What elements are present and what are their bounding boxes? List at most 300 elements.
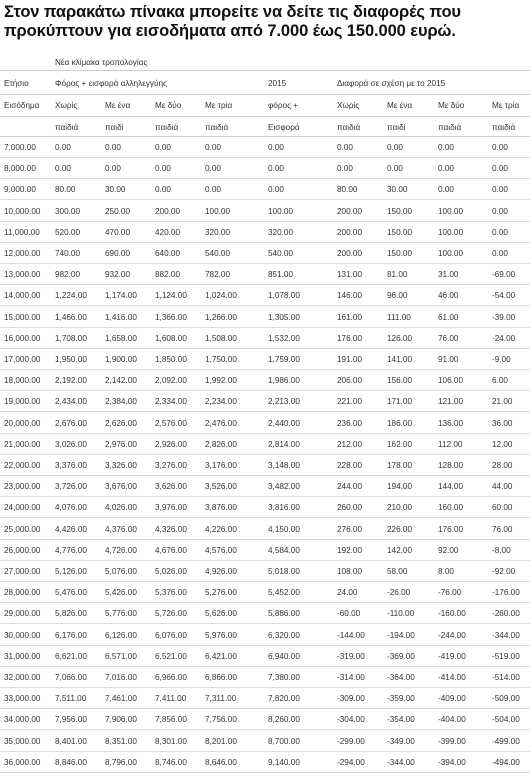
value-cell: -504.00 xyxy=(492,715,520,724)
income-cell: 8,000.00 xyxy=(4,164,36,173)
row-divider xyxy=(0,708,530,709)
value-cell: 2,676.00 xyxy=(55,419,87,428)
value-cell: 1,950.00 xyxy=(55,355,87,364)
value-cell: -309.00 xyxy=(337,694,365,703)
value-cell: 192.00 xyxy=(337,546,363,555)
value-cell: 1,532.00 xyxy=(268,334,300,343)
value-cell: 0.00 xyxy=(492,185,508,194)
value-cell: 2,476.00 xyxy=(205,419,237,428)
value-cell: 5,726.00 xyxy=(155,609,187,618)
value-cell: 0.00 xyxy=(492,249,508,258)
value-cell: 160.00 xyxy=(438,503,464,512)
value-cell: 3,526.00 xyxy=(205,482,237,491)
value-cell: 6,571.00 xyxy=(105,652,137,661)
value-cell: -260.00 xyxy=(492,609,520,618)
income-cell: 23,000.00 xyxy=(4,482,41,491)
column-header: Χωρίς xyxy=(55,101,78,110)
row-divider xyxy=(0,560,530,561)
value-cell: 690.00 xyxy=(105,249,131,258)
value-cell: 3,276.00 xyxy=(155,461,187,470)
value-cell: 0.00 xyxy=(387,143,403,152)
column-header: παιδιά xyxy=(492,123,516,132)
value-cell: 131.00 xyxy=(337,270,363,279)
value-cell: 0.00 xyxy=(438,185,454,194)
value-cell: -76.00 xyxy=(438,588,462,597)
value-cell: 191.00 xyxy=(337,355,363,364)
value-cell: 212.00 xyxy=(337,440,363,449)
row-divider xyxy=(0,623,530,624)
row-divider xyxy=(0,136,530,137)
value-cell: 640.00 xyxy=(155,249,181,258)
value-cell: 1,608.00 xyxy=(155,334,187,343)
column-header: παιδιά xyxy=(337,123,361,132)
value-cell: 3,626.00 xyxy=(155,482,187,491)
value-cell: 200.00 xyxy=(337,228,363,237)
value-cell: 0.00 xyxy=(155,143,171,152)
value-cell: 200.00 xyxy=(337,207,363,216)
value-cell: 200.00 xyxy=(155,207,181,216)
value-cell: 6,521.00 xyxy=(155,652,187,661)
value-cell: 932.00 xyxy=(105,270,131,279)
value-cell: 250.00 xyxy=(105,207,131,216)
value-cell: -294.00 xyxy=(337,758,365,767)
value-cell: 30.00 xyxy=(387,185,408,194)
value-cell: 320.00 xyxy=(268,228,294,237)
value-cell: 8,260.00 xyxy=(268,715,300,724)
income-cell: 33,000.00 xyxy=(4,694,41,703)
value-cell: 221.00 xyxy=(337,397,363,406)
value-cell: 1,708.00 xyxy=(55,334,87,343)
value-cell: 7,511.00 xyxy=(55,694,87,703)
value-cell: 7,956.00 xyxy=(55,715,87,724)
value-cell: -26.00 xyxy=(387,588,411,597)
row-divider xyxy=(0,539,530,540)
value-cell: 3,676.00 xyxy=(105,482,137,491)
value-cell: -92.00 xyxy=(492,567,516,576)
value-cell: 0.00 xyxy=(268,143,284,152)
value-cell: 1,750.00 xyxy=(205,355,237,364)
value-cell: 24.00 xyxy=(337,588,358,597)
value-cell: 882.00 xyxy=(155,270,181,279)
value-cell: 5,452.00 xyxy=(268,588,300,597)
value-cell: 126.00 xyxy=(387,334,413,343)
income-cell: 27,000.00 xyxy=(4,567,41,576)
value-cell: 5,826.00 xyxy=(55,609,87,618)
income-cell: 36,000.00 xyxy=(4,758,41,767)
value-cell: 2,092.00 xyxy=(155,376,187,385)
value-cell: 5,776.00 xyxy=(105,609,137,618)
value-cell: 176.00 xyxy=(438,525,464,534)
value-cell: 2,142.00 xyxy=(105,376,137,385)
value-cell: -404.00 xyxy=(438,715,466,724)
value-cell: 8.00 xyxy=(438,567,454,576)
value-cell: 1,366.00 xyxy=(155,313,187,322)
value-cell: 0.00 xyxy=(268,185,284,194)
value-cell: 150.00 xyxy=(387,249,413,258)
value-cell: 276.00 xyxy=(337,525,363,534)
value-cell: -8.00 xyxy=(492,546,511,555)
value-cell: 0.00 xyxy=(155,185,171,194)
value-cell: 8,796.00 xyxy=(105,758,137,767)
value-cell: 2,334.00 xyxy=(155,397,187,406)
value-cell: 2,926.00 xyxy=(155,440,187,449)
value-cell: 7,066.00 xyxy=(55,673,87,682)
income-cell: 7,000.00 xyxy=(4,143,36,152)
value-cell: 5,426.00 xyxy=(105,588,137,597)
value-cell: 144.00 xyxy=(438,482,464,491)
row-divider xyxy=(0,157,530,158)
row-divider xyxy=(0,284,530,285)
value-cell: 171.00 xyxy=(387,397,413,406)
value-cell: 100.00 xyxy=(438,228,464,237)
value-cell: 0.00 xyxy=(205,185,221,194)
value-cell: 0.00 xyxy=(387,164,403,173)
value-cell: 2,576.00 xyxy=(155,419,187,428)
row-divider xyxy=(0,517,530,518)
row-divider xyxy=(0,94,530,95)
value-cell: 540.00 xyxy=(205,249,231,258)
income-cell: 29,000.00 xyxy=(4,609,41,618)
value-cell: -494.00 xyxy=(492,758,520,767)
value-cell: 61.00 xyxy=(438,313,459,322)
value-cell: 3,876.00 xyxy=(205,503,237,512)
value-cell: 1,124.00 xyxy=(155,291,187,300)
value-cell: 142.00 xyxy=(387,546,413,555)
income-cell: 17,000.00 xyxy=(4,355,41,364)
value-cell: 0.00 xyxy=(105,143,121,152)
value-cell: 162.00 xyxy=(387,440,413,449)
value-cell: 3,026.00 xyxy=(55,440,87,449)
income-cell: 32,000.00 xyxy=(4,673,41,682)
column-header: Με τρία xyxy=(492,101,520,110)
value-cell: -394.00 xyxy=(438,758,466,767)
value-cell: -409.00 xyxy=(438,694,466,703)
column-header: φόρος + xyxy=(268,101,299,110)
value-cell: 178.00 xyxy=(387,461,413,470)
value-cell: 7,411.00 xyxy=(155,694,187,703)
column-header: Εισφορά xyxy=(268,123,300,132)
value-cell: -509.00 xyxy=(492,694,520,703)
row-divider xyxy=(0,602,530,603)
value-cell: -319.00 xyxy=(337,652,365,661)
value-cell: 5,018.00 xyxy=(268,567,300,576)
value-cell: -414.00 xyxy=(438,673,466,682)
value-cell: 5,976.00 xyxy=(205,631,237,640)
value-cell: -399.00 xyxy=(438,737,466,746)
value-cell: 6.00 xyxy=(492,376,508,385)
value-cell: 1,850.00 xyxy=(155,355,187,364)
row-divider xyxy=(0,70,530,71)
value-cell: 2,434.00 xyxy=(55,397,87,406)
value-cell: 150.00 xyxy=(387,207,413,216)
value-cell: 4,926.00 xyxy=(205,567,237,576)
value-cell: 6,940.00 xyxy=(268,652,300,661)
value-cell: 28.00 xyxy=(492,461,513,470)
value-cell: -176.00 xyxy=(492,588,520,597)
value-cell: 6,621.00 xyxy=(55,652,87,661)
income-cell: 20,000.00 xyxy=(4,419,41,428)
value-cell: 0.00 xyxy=(205,164,221,173)
column-header: παιδί xyxy=(105,123,124,132)
row-divider xyxy=(0,666,530,667)
value-cell: 4,150.00 xyxy=(268,525,300,534)
column-header: 2015 xyxy=(268,79,287,88)
value-cell: 6,866.00 xyxy=(205,673,237,682)
value-cell: 0.00 xyxy=(337,143,353,152)
income-cell: 35,000.00 xyxy=(4,737,41,746)
value-cell: 782.00 xyxy=(205,270,231,279)
value-cell: -519.00 xyxy=(492,652,520,661)
column-header: Με ένα xyxy=(105,101,131,110)
value-cell: 740.00 xyxy=(55,249,81,258)
value-cell: 1,078.00 xyxy=(268,291,300,300)
income-cell: 30,000.00 xyxy=(4,631,41,640)
value-cell: 5,626.00 xyxy=(205,609,237,618)
value-cell: 7,380.00 xyxy=(268,673,300,682)
value-cell: 150.00 xyxy=(387,228,413,237)
value-cell: 156.00 xyxy=(387,376,413,385)
value-cell: 7,461.00 xyxy=(105,694,137,703)
value-cell: 2,213.00 xyxy=(268,397,300,406)
value-cell: 186.00 xyxy=(387,419,413,428)
income-cell: 21,000.00 xyxy=(4,440,41,449)
column-header: Με δύο xyxy=(438,101,465,110)
value-cell: 4,776.00 xyxy=(55,546,87,555)
value-cell: -110.00 xyxy=(387,609,415,618)
value-cell: 80.00 xyxy=(337,185,358,194)
value-cell: 128.00 xyxy=(438,461,464,470)
income-cell: 13,000.00 xyxy=(4,270,41,279)
value-cell: 1,986.00 xyxy=(268,376,300,385)
value-cell: 1,416.00 xyxy=(105,313,137,322)
value-cell: 194.00 xyxy=(387,482,413,491)
value-cell: 210.00 xyxy=(387,503,413,512)
value-cell: 1,508.00 xyxy=(205,334,237,343)
value-cell: 4,376.00 xyxy=(105,525,137,534)
value-cell: 226.00 xyxy=(387,525,413,534)
value-cell: 92.00 xyxy=(438,546,459,555)
value-cell: 8,301.00 xyxy=(155,737,187,746)
value-cell: 982.00 xyxy=(55,270,81,279)
value-cell: 4,584.00 xyxy=(268,546,300,555)
value-cell: 141.00 xyxy=(387,355,413,364)
value-cell: 3,816.00 xyxy=(268,503,300,512)
value-cell: 106.00 xyxy=(438,376,464,385)
column-header: Με ένα xyxy=(387,101,413,110)
value-cell: 0.00 xyxy=(105,164,121,173)
row-divider xyxy=(0,348,530,349)
value-cell: 470.00 xyxy=(105,228,131,237)
column-header: Χωρίς xyxy=(337,101,360,110)
value-cell: 2,234.00 xyxy=(205,397,237,406)
value-cell: 7,756.00 xyxy=(205,715,237,724)
value-cell: 8,646.00 xyxy=(205,758,237,767)
value-cell: 228.00 xyxy=(337,461,363,470)
income-cell: 18,000.00 xyxy=(4,376,41,385)
value-cell: 1,174.00 xyxy=(105,291,137,300)
value-cell: -499.00 xyxy=(492,737,520,746)
row-divider xyxy=(0,729,530,730)
value-cell: -304.00 xyxy=(337,715,365,724)
column-header: παιδιά xyxy=(205,123,229,132)
value-cell: 4,576.00 xyxy=(205,546,237,555)
value-cell: 21.00 xyxy=(492,397,513,406)
value-cell: -514.00 xyxy=(492,673,520,682)
value-cell: 8,746.00 xyxy=(155,758,187,767)
value-cell: -9.00 xyxy=(492,355,511,364)
value-cell: 96.00 xyxy=(387,291,408,300)
value-cell: 0.00 xyxy=(492,207,508,216)
income-cell: 15,000.00 xyxy=(4,313,41,322)
value-cell: 1,305.00 xyxy=(268,313,300,322)
value-cell: -369.00 xyxy=(387,652,415,661)
row-divider xyxy=(0,687,530,688)
value-cell: 851.00 xyxy=(268,270,294,279)
income-cell: 14,000.00 xyxy=(4,291,41,300)
value-cell: 4,326.00 xyxy=(155,525,187,534)
row-divider xyxy=(0,645,530,646)
value-cell: 0.00 xyxy=(492,143,508,152)
value-cell: 1,992.00 xyxy=(205,376,237,385)
column-header: Διαφορά σε σχέση με το 2015 xyxy=(337,79,446,88)
value-cell: 9,140.00 xyxy=(268,758,300,767)
income-cell: 12,000.00 xyxy=(4,249,41,258)
value-cell: 260.00 xyxy=(337,503,363,512)
value-cell: 1,224.00 xyxy=(55,291,87,300)
row-divider xyxy=(0,116,530,117)
value-cell: 176.00 xyxy=(337,334,363,343)
row-divider xyxy=(0,242,530,243)
income-cell: 31,000.00 xyxy=(4,652,41,661)
value-cell: 30.00 xyxy=(105,185,126,194)
value-cell: -160.00 xyxy=(438,609,466,618)
value-cell: -344.00 xyxy=(387,758,415,767)
value-cell: 8,401.00 xyxy=(55,737,87,746)
value-cell: -349.00 xyxy=(387,737,415,746)
value-cell: -314.00 xyxy=(337,673,365,682)
value-cell: 60.00 xyxy=(492,503,513,512)
row-divider xyxy=(0,496,530,497)
value-cell: 5,026.00 xyxy=(155,567,187,576)
row-divider xyxy=(0,178,530,179)
column-header: παιδί xyxy=(387,123,406,132)
income-cell: 34,000.00 xyxy=(4,715,41,724)
value-cell: 320.00 xyxy=(205,228,231,237)
value-cell: 100.00 xyxy=(438,207,464,216)
value-cell: 4,026.00 xyxy=(105,503,137,512)
value-cell: -39.00 xyxy=(492,313,516,322)
value-cell: 5,376.00 xyxy=(155,588,187,597)
value-cell: 2,440.00 xyxy=(268,419,300,428)
value-cell: 1,466.00 xyxy=(55,313,87,322)
value-cell: 36.00 xyxy=(492,419,513,428)
column-header: Με τρία xyxy=(205,101,233,110)
value-cell: 0.00 xyxy=(492,164,508,173)
value-cell: 112.00 xyxy=(438,440,463,449)
value-cell: 76.00 xyxy=(438,334,459,343)
column-header: Εισόδημα xyxy=(4,101,40,110)
value-cell: 1,266.00 xyxy=(205,313,237,322)
value-cell: 81.00 xyxy=(387,270,408,279)
value-cell: 3,176.00 xyxy=(205,461,237,470)
value-cell: 136.00 xyxy=(438,419,464,428)
value-cell: 7,016.00 xyxy=(105,673,137,682)
value-cell: 5,476.00 xyxy=(55,588,87,597)
value-cell: 5,076.00 xyxy=(105,567,137,576)
income-cell: 28,000.00 xyxy=(4,588,41,597)
value-cell: 520.00 xyxy=(55,228,81,237)
value-cell: 8,351.00 xyxy=(105,737,137,746)
value-cell: 5,886.00 xyxy=(268,609,300,618)
value-cell: 80.00 xyxy=(55,185,76,194)
table-group-header: Νέα κλίμακα τροπολογίας xyxy=(55,58,148,67)
value-cell: -144.00 xyxy=(337,631,365,640)
value-cell: -299.00 xyxy=(337,737,365,746)
value-cell: 6,176.00 xyxy=(55,631,87,640)
row-divider xyxy=(0,199,530,200)
value-cell: 6,076.00 xyxy=(155,631,187,640)
value-cell: 1,658.00 xyxy=(105,334,137,343)
value-cell: 108.00 xyxy=(337,567,363,576)
value-cell: -244.00 xyxy=(438,631,466,640)
value-cell: 0.00 xyxy=(492,228,508,237)
value-cell: -359.00 xyxy=(387,694,415,703)
income-cell: 24,000.00 xyxy=(4,503,41,512)
value-cell: 111.00 xyxy=(387,313,411,322)
value-cell: 0.00 xyxy=(55,143,71,152)
value-cell: 3,326.00 xyxy=(105,461,137,470)
value-cell: -364.00 xyxy=(387,673,415,682)
value-cell: 58.00 xyxy=(387,567,408,576)
row-divider xyxy=(0,369,530,370)
income-cell: 22,000.00 xyxy=(4,461,41,470)
value-cell: 4,226.00 xyxy=(205,525,237,534)
value-cell: -194.00 xyxy=(387,631,415,640)
value-cell: 3,726.00 xyxy=(55,482,87,491)
value-cell: 1,759.00 xyxy=(268,355,300,364)
value-cell: 3,976.00 xyxy=(155,503,187,512)
value-cell: 146.00 xyxy=(337,291,363,300)
value-cell: 0.00 xyxy=(155,164,171,173)
value-cell: 5,276.00 xyxy=(205,588,237,597)
value-cell: -24.00 xyxy=(492,334,516,343)
value-cell: 2,192.00 xyxy=(55,376,87,385)
row-divider xyxy=(0,433,530,434)
income-cell: 10,000.00 xyxy=(4,207,41,216)
value-cell: 6,421.00 xyxy=(205,652,237,661)
value-cell: 31.00 xyxy=(438,270,459,279)
row-divider xyxy=(0,263,530,264)
value-cell: 420.00 xyxy=(155,228,181,237)
income-cell: 11,000.00 xyxy=(4,228,40,237)
value-cell: 6,320.00 xyxy=(268,631,300,640)
value-cell: 300.00 xyxy=(55,207,81,216)
row-divider xyxy=(0,581,530,582)
income-cell: 9,000.00 xyxy=(4,185,36,194)
value-cell: -344.00 xyxy=(492,631,520,640)
income-cell: 19,000.00 xyxy=(4,397,41,406)
value-cell: 3,482.00 xyxy=(268,482,300,491)
row-divider xyxy=(0,327,530,328)
value-cell: 46.00 xyxy=(438,291,459,300)
value-cell: -354.00 xyxy=(387,715,415,724)
value-cell: 0.00 xyxy=(268,164,284,173)
value-cell: 100.00 xyxy=(438,249,464,258)
value-cell: 7,906.00 xyxy=(105,715,137,724)
value-cell: 100.00 xyxy=(205,207,231,216)
value-cell: 2,814.00 xyxy=(268,440,300,449)
value-cell: 4,676.00 xyxy=(155,546,187,555)
